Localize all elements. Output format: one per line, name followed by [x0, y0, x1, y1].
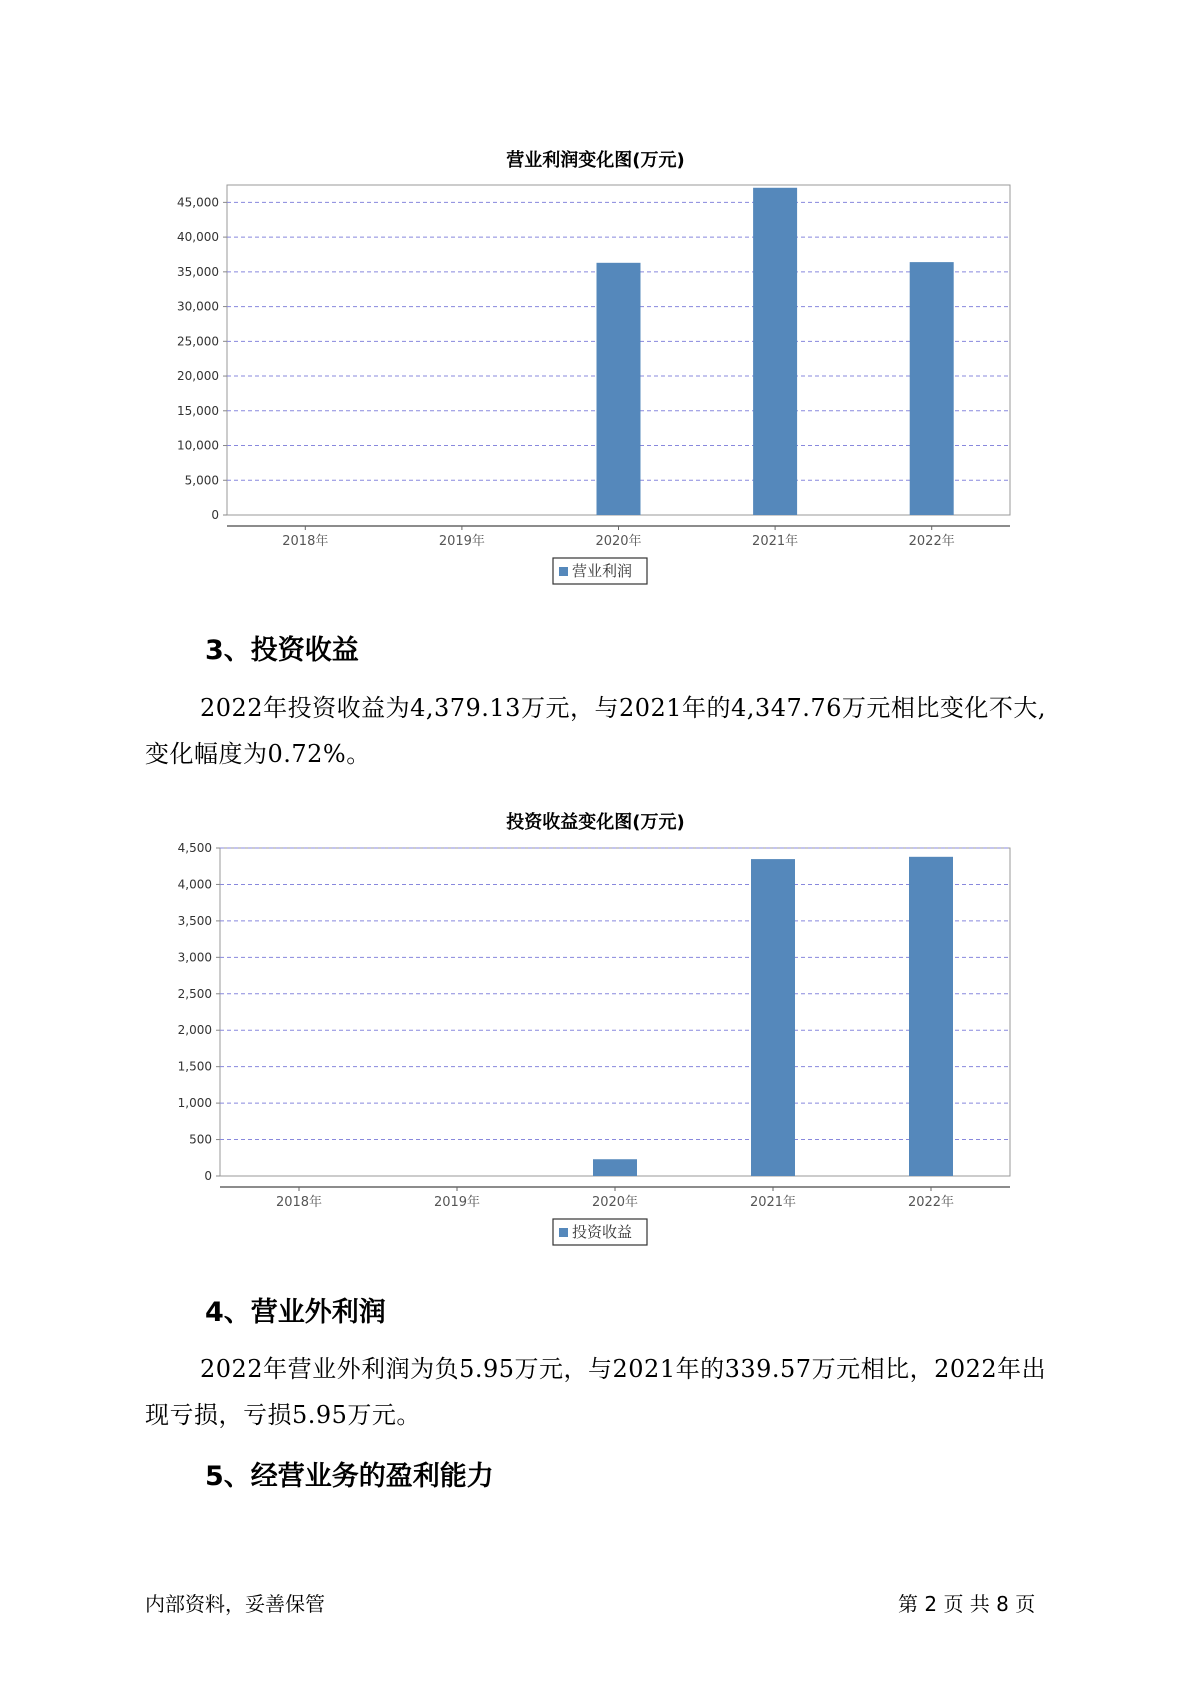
y-tick-label: 4,000 [177, 877, 212, 892]
y-tick-label: 35,000 [177, 264, 219, 279]
footer-page-number: 第 2 页 共 8 页 [898, 1592, 1036, 1616]
y-tick-label: 45,000 [177, 195, 219, 210]
x-tick-label: 2018年 [275, 1195, 323, 1210]
bar [909, 857, 953, 1176]
y-tick-label: 3,500 [177, 913, 212, 928]
x-tick-label: 2022年 [908, 534, 955, 549]
y-tick-label: 15,000 [177, 403, 219, 418]
section-heading-profitability: 5、经营业务的盈利能力 [205, 1461, 494, 1492]
x-tick-label: 2020年 [595, 534, 642, 549]
paragraph-investment-income: 2022年投资收益为4,379.13万元，与2021年的4,347.76万元相比变化不大,变化幅度为0.72%。 [145, 694, 1047, 768]
y-tick-label: 500 [189, 1132, 212, 1147]
y-tick-label: 5,000 [184, 473, 219, 488]
y-tick-label: 2,500 [177, 986, 212, 1001]
chart-title: 投资收益变化图(万元) [506, 812, 685, 833]
y-tick-label: 1,500 [177, 1059, 212, 1074]
x-tick-label: 2021年 [752, 534, 799, 549]
section-heading-investment-income: 3、投资收益 [205, 635, 359, 666]
x-tick-label: 2022年 [907, 1195, 955, 1210]
legend-label: 投资收益 [572, 1223, 633, 1241]
y-tick-label: 0 [204, 1169, 212, 1183]
y-tick-label: 20,000 [177, 369, 219, 384]
legend [553, 1219, 647, 1245]
x-tick-label: 2019年 [433, 1195, 481, 1210]
x-tick-label: 2021年 [749, 1195, 797, 1210]
y-tick-label: 1,000 [177, 1096, 212, 1111]
chart-title: 营业利润变化图(万元) [506, 150, 685, 171]
paragraph-non-operating-profit: 2022年营业外利润为负5.95万元，与2021年的339.57万元相比，2022年出现亏损，亏损5.95万元。 [145, 1355, 1047, 1429]
y-tick-label: 30,000 [177, 299, 219, 314]
x-tick-label: 2019年 [438, 534, 485, 549]
y-tick-label: 25,000 [177, 334, 219, 349]
y-tick-label: 2,000 [177, 1023, 212, 1038]
legend-swatch [559, 1228, 568, 1237]
y-tick-label: 4,500 [177, 841, 212, 855]
bar [751, 859, 795, 1176]
y-tick-label: 10,000 [177, 438, 219, 453]
footer-confidential: 内部资料，妥善保管 [145, 1592, 325, 1616]
x-tick-label: 2018年 [282, 534, 329, 549]
legend-label: 营业利润 [572, 562, 633, 580]
plot-area [220, 848, 1010, 1176]
bar [593, 1159, 637, 1176]
y-tick-label: 0 [211, 508, 219, 522]
section-heading-non-operating-profit: 4、营业外利润 [205, 1297, 386, 1328]
y-tick-label: 40,000 [177, 230, 219, 245]
x-tick-label: 2020年 [591, 1195, 639, 1210]
y-tick-label: 3,000 [177, 950, 212, 965]
